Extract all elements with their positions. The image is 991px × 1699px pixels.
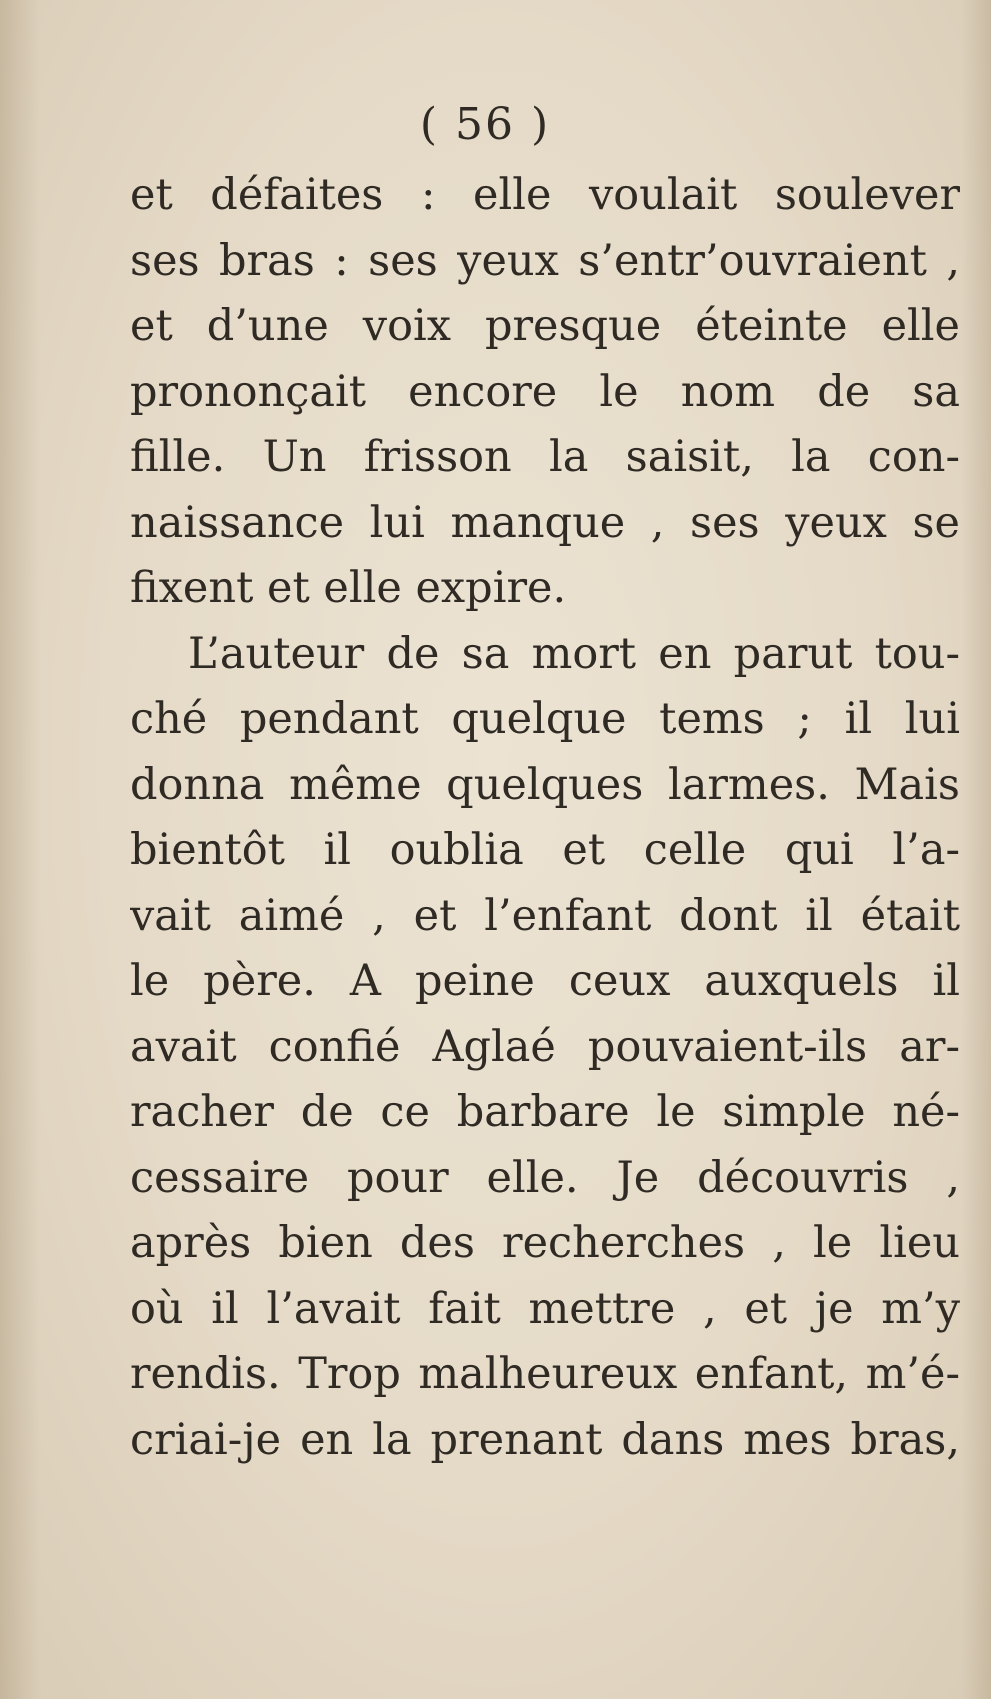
page-edge-shadow-left	[0, 0, 40, 1699]
text-line: après bien des recherches , le lieu	[130, 1218, 960, 1268]
text-line: bientôt il oublia et celle qui l’a-	[130, 825, 960, 875]
text-line: prononçait encore le nom de sa	[130, 366, 960, 417]
text-line: criai-je en la prenant dans mes bras,	[130, 1414, 960, 1465]
text-line: cessaire pour elle. Je découvris ,	[130, 1152, 960, 1203]
text-line: rendis. Trop malheureux enfant, m’é-	[130, 1349, 960, 1399]
text-line: racher de ce barbare le simple né-	[130, 1087, 960, 1137]
text-line: fixent et elle expire.	[130, 563, 567, 613]
text-lines	[130, 163, 960, 1473]
text-line: ses bras : ses yeux s’entr’ouvraient ,	[130, 235, 960, 286]
text-line: et défaites : elle voulait soulever	[130, 170, 960, 220]
page-text-block	[130, 95, 960, 1473]
text-line: où il l’avait fait mettre , et je m’y	[130, 1283, 960, 1334]
text-line: avait confié Aglaé pouvaient-ils ar-	[130, 1021, 960, 1072]
text-line: L’auteur de sa mort en parut tou-	[188, 628, 960, 679]
text-line: fille. Un frisson la saisit, la con-	[130, 432, 960, 482]
text-line: donna même quelques larmes. Mais	[130, 759, 960, 810]
text-line: ché pendant quelque tems ; il lui	[130, 694, 960, 744]
page-number: ( 56 )	[419, 99, 551, 150]
text-line: vait aimé , et l’enfant dont il était	[130, 890, 960, 941]
page-edge-shadow-right	[961, 0, 991, 1699]
text-line: et d’une voix presque éteinte elle	[130, 301, 960, 351]
text-line: naissance lui manque , ses yeux se	[130, 497, 960, 548]
text-line: le père. A peine ceux auxquels il	[130, 956, 960, 1006]
